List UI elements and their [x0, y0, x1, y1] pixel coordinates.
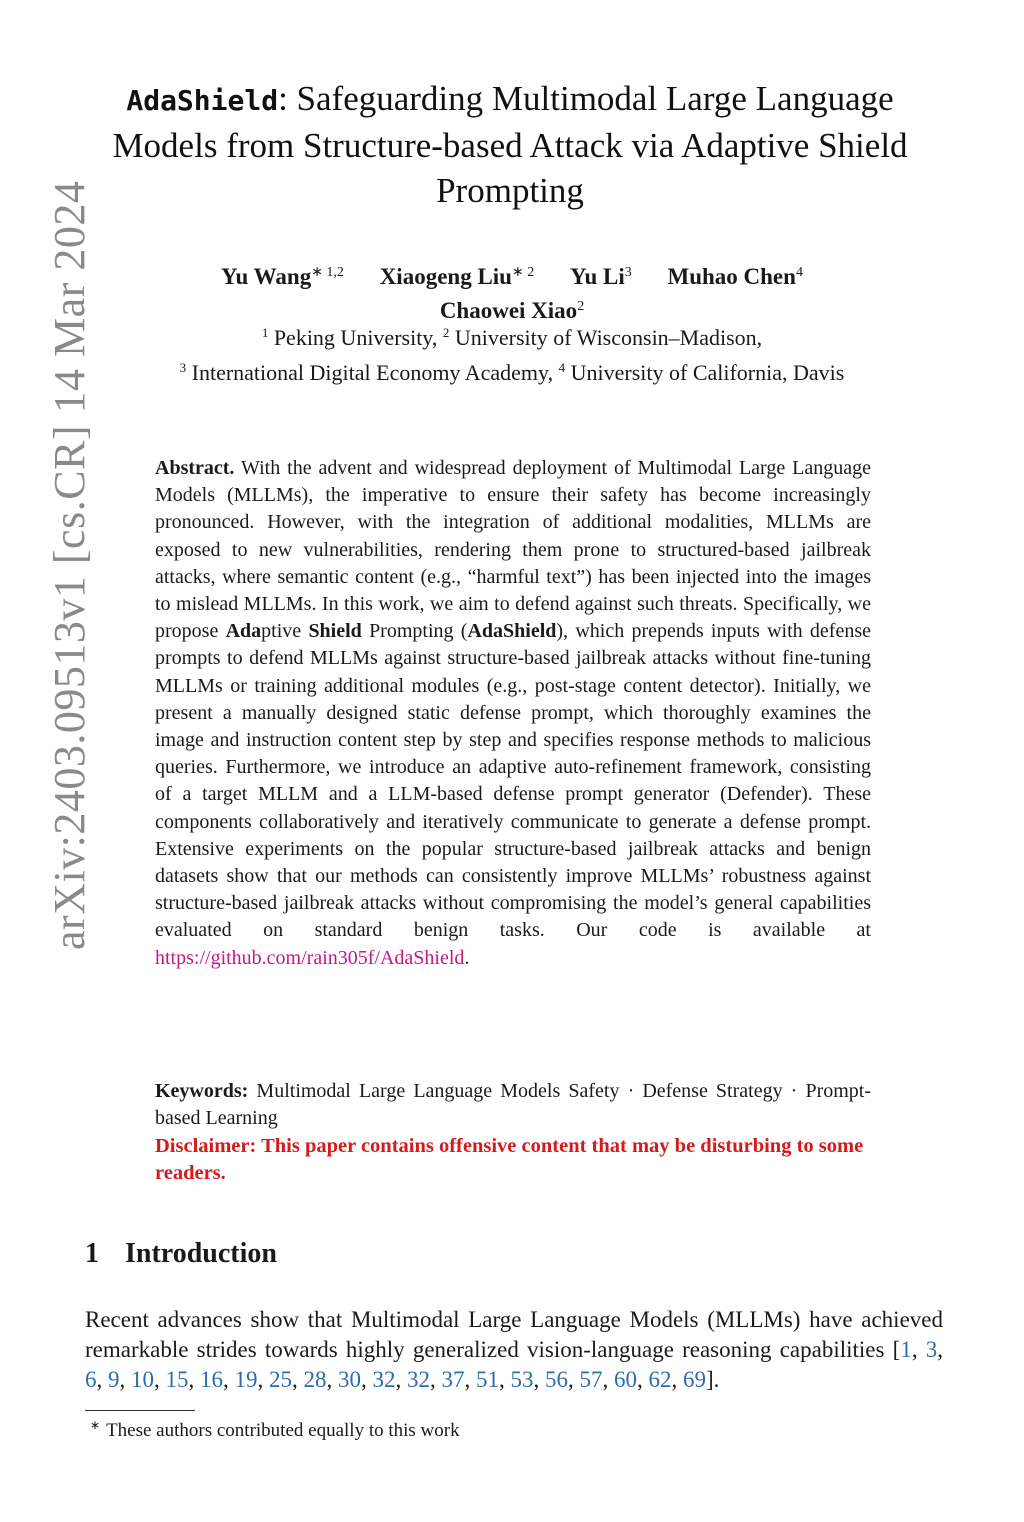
- abstract-text: ptive: [261, 620, 309, 643]
- affil-text: University of Wisconsin–Madison,: [449, 325, 763, 350]
- affiliation-line-1: [80, 318, 944, 353]
- citation-link[interactable]: 28: [303, 1367, 327, 1392]
- author-marks: ∗ 1,2: [311, 265, 344, 280]
- author-name: Yu Wang: [221, 264, 312, 289]
- affil-text: University of California, Davis: [565, 360, 845, 385]
- author-1: [221, 264, 344, 289]
- intro-end: .: [713, 1367, 720, 1392]
- affil-text: International Digital Economy Academy,: [186, 360, 559, 385]
- disclaimer: Disclaimer: This paper contains offensive content that may be disturbing to some readers.: [155, 1135, 864, 1184]
- citation-link[interactable]: 56: [545, 1367, 568, 1392]
- paper-title: [70, 76, 950, 213]
- footnote-mark: ∗: [90, 1418, 101, 1432]
- affiliations: [80, 318, 944, 388]
- abstract: [155, 455, 871, 972]
- affil-num: 3: [179, 360, 187, 375]
- introduction-paragraph: Recent advances show that Multimodal Large Language Models (MLLMs) have achieved remarkable strides towards highly generalized vision-language reasoning capabilities [1, 3, 6, 9, 10, 15, 16, 19, 25, 28, 30, 32, 32, 37, 51, 53, 56, 57, 60, 62, 69].: [85, 1307, 944, 1392]
- citation-link[interactable]: 1: [900, 1337, 912, 1362]
- affil-num: 2: [442, 325, 450, 340]
- citation-link[interactable]: 57: [579, 1367, 603, 1392]
- citation-link[interactable]: 25: [269, 1367, 292, 1392]
- citation-link[interactable]: 19: [234, 1367, 258, 1392]
- author-4: [667, 264, 802, 289]
- author-marks: 4: [795, 265, 803, 280]
- keywords-text: Multimodal Large Language Models Safety · Defense Strategy · Prompt-based Learning: [155, 1080, 871, 1130]
- citation-link[interactable]: 62: [648, 1367, 672, 1392]
- footnote-text: These authors contributed equally to this work: [106, 1420, 460, 1441]
- title-rest: : Safeguarding Multimodal Large Language Models from Structure-based Attack via Adaptive Shield Prompting: [112, 79, 908, 210]
- author-name: Chaowei Xiao: [439, 298, 578, 323]
- citation-link[interactable]: 10: [131, 1367, 154, 1392]
- footnote: [90, 1418, 460, 1442]
- citation-link[interactable]: 3: [925, 1337, 938, 1362]
- affil-text: Peking University,: [268, 325, 443, 350]
- abstract-bold-ada: Ada: [225, 620, 262, 643]
- citation-link[interactable]: 15: [165, 1367, 189, 1392]
- citation-link[interactable]: 32: [407, 1367, 430, 1392]
- code-link[interactable]: https://github.com/rain305f/AdaShield: [155, 946, 465, 969]
- author-marks: ∗ 2: [511, 265, 535, 280]
- section-title: Introduction: [125, 1238, 277, 1269]
- author-list: [80, 258, 944, 326]
- citation-link[interactable]: 60: [614, 1367, 637, 1392]
- footnote-rule: [85, 1410, 195, 1411]
- citation-list: 1, 3, 6, 9, 10, 15, 16, 19, 25, 28, 30, 32, 32, 37, 51, 53, 56, 57, 60, 62, 69: [85, 1337, 944, 1392]
- abstract-bold-adashield: AdaShield: [467, 620, 557, 643]
- author-name: Muhao Chen: [667, 264, 796, 289]
- author-3: [570, 264, 632, 289]
- affiliation-line-2: [80, 353, 944, 388]
- abstract-text: ), which prepends inputs with defense prompts to defend MLLMs against structure-based jailbreak attacks without fine-tuning MLLMs or training additional modules (e.g., post-stage content detector). Initially, we present a manually designed static defense prompt, which thoroughly examines the image and instruction content step by step and specifies response methods to malicious queries. Furthermore, we introduce an adaptive auto-refinement framework, consisting of a target MLLM and a LLM-based defense prompt generator (Defender). These components collaboratively and iteratively communicate to generate a defense prompt. Extensive experiments on the popular structure-based jailbreak attacks and benign datasets show that our methods can consistently improve MLLMs’ robustness against structure-based jailbreak attacks without compromising the model’s general capabilities evaluated on standard benign tasks. Our code is available at: [155, 620, 871, 942]
- citation-link[interactable]: 69: [683, 1367, 706, 1392]
- abstract-bold-shield: Shield: [308, 620, 362, 643]
- citation-link[interactable]: 37: [441, 1367, 465, 1392]
- citation-link[interactable]: 6: [85, 1367, 97, 1392]
- section-heading-introduction: [85, 1238, 277, 1270]
- citation-link[interactable]: 16: [200, 1367, 223, 1392]
- affil-num: 4: [558, 360, 566, 375]
- abstract-text: .: [464, 946, 470, 969]
- author-name: Yu Li: [569, 264, 625, 289]
- citation-link[interactable]: 53: [510, 1367, 534, 1392]
- citation-link[interactable]: 51: [476, 1367, 499, 1392]
- keywords-label: Keywords:: [155, 1080, 249, 1102]
- citation-link[interactable]: 32: [372, 1367, 396, 1392]
- arxiv-identifier-stamp: arXiv:2403.09513v1 [cs.CR] 14 Mar 2024: [45, 180, 94, 950]
- citation-link[interactable]: 9: [108, 1367, 120, 1392]
- author-marks: 3: [624, 265, 632, 280]
- abstract-text: Prompting (: [361, 620, 468, 643]
- intro-text: Recent advances show that Multimodal Large Language Models (MLLMs) have achieved remarkable strides towards highly generalized vision-language reasoning capabilities: [85, 1307, 943, 1362]
- affil-num: 1: [261, 325, 269, 340]
- abstract-text: With the advent and widespread deployment of Multimodal Large Language Models (MLLMs), the imperative to ensure their safety has become increasingly pronounced. However, with the integration of additional modalities, MLLMs are exposed to new vulnerabilities, rendering them prone to structured-based jailbreak attacks, where semantic content (e.g., “harmful text”) has been injected into the images to mislead MLLMs. In this work, we aim to defend against such threats. Specifically, we propose: [155, 457, 871, 643]
- author-marks: 2: [577, 299, 585, 314]
- citation-link[interactable]: 30: [338, 1367, 361, 1392]
- author-2: [380, 264, 535, 289]
- title-name-part: AdaShield: [126, 84, 279, 117]
- author-name: Xiaogeng Liu: [379, 264, 512, 289]
- keywords: [155, 1078, 871, 1132]
- abstract-label: Abstract.: [155, 457, 235, 479]
- section-number: 1: [85, 1238, 99, 1269]
